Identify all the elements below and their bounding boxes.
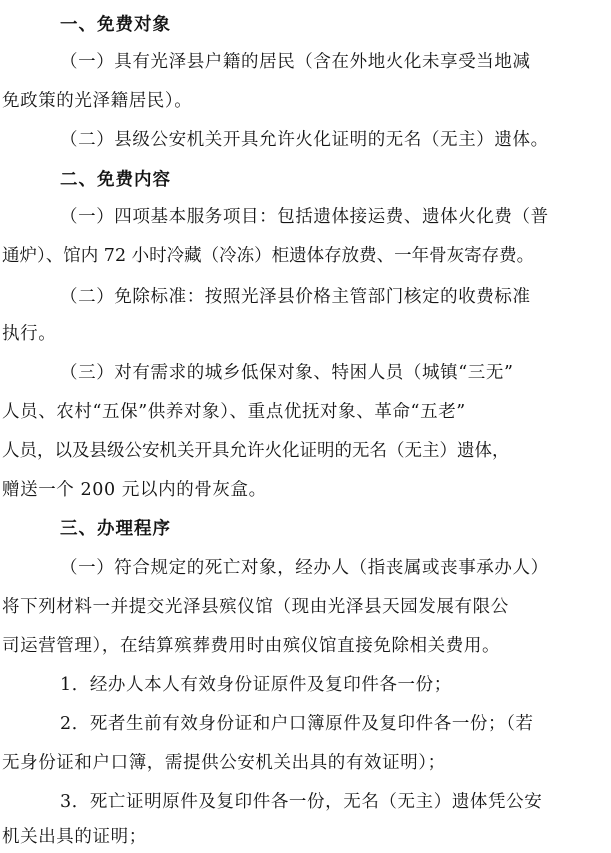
- paragraph-line: 通炉）、馆内 72 小时冷藏（冷冻）柜遗体存放费、一年骨灰寄存费。: [2, 246, 535, 266]
- list-item: 1．经办人本人有效身份证原件及复印件各一份；: [60, 675, 452, 695]
- paragraph-line: （一）四项基本服务项目：包括遗体接运费、遗体火化费（普: [60, 207, 549, 227]
- paragraph-line: 执行。: [2, 324, 57, 344]
- paragraph-line: （三）对有需求的城乡低保对象、特困人员（城镇“三无”: [60, 363, 514, 383]
- paragraph-line: 机关出具的证明；: [2, 827, 147, 847]
- section-heading-free-recipients: 一、免费对象: [60, 15, 171, 35]
- paragraph-line: （二）免除标准：按照光泽县价格主管部门核定的收费标准: [60, 287, 531, 307]
- paragraph-line: 司运营管理），在结算殡葬费用时由殡仪馆直接免除相关费用。: [2, 636, 501, 656]
- paragraph-line: （一）具有光泽县户籍的居民（含在外地火化未享受当地减: [60, 52, 531, 72]
- list-item: 2．死者生前有效身份证和户口簿原件及复印件各一份；（若: [60, 714, 534, 734]
- section-heading-procedure: 三、办理程序: [60, 519, 171, 539]
- paragraph-line: 赠送一个 200 元以内的骨灰盒。: [2, 480, 267, 500]
- paragraph-line: 将下列材料一并提交光泽县殡仪馆（现由光泽县天园发展有限公: [2, 597, 509, 617]
- paragraph-line: 无身份证和户口簿，需提供公安机关出具的有效证明）；: [2, 753, 446, 773]
- section-heading-free-content: 二、免费内容: [60, 170, 171, 190]
- paragraph-line: 人员、农村“五保”供养对象）、重点优抚对象、革命“五老”: [2, 402, 466, 422]
- list-item: 3．死亡证明原件及复印件各一份，无名（无主）遗体凭公安: [60, 792, 543, 812]
- paragraph-line: （一）符合规定的死亡对象，经办人（指丧属或丧事承办人）: [60, 558, 549, 578]
- paragraph-line: （二）县级公安机关开具允许火化证明的无名（无主）遗体。: [60, 130, 549, 150]
- paragraph-line: 人员，以及县级公安机关开具允许火化证明的无名（无主）遗体，: [2, 441, 510, 461]
- paragraph-line: 免政策的光泽籍居民）。: [2, 91, 193, 111]
